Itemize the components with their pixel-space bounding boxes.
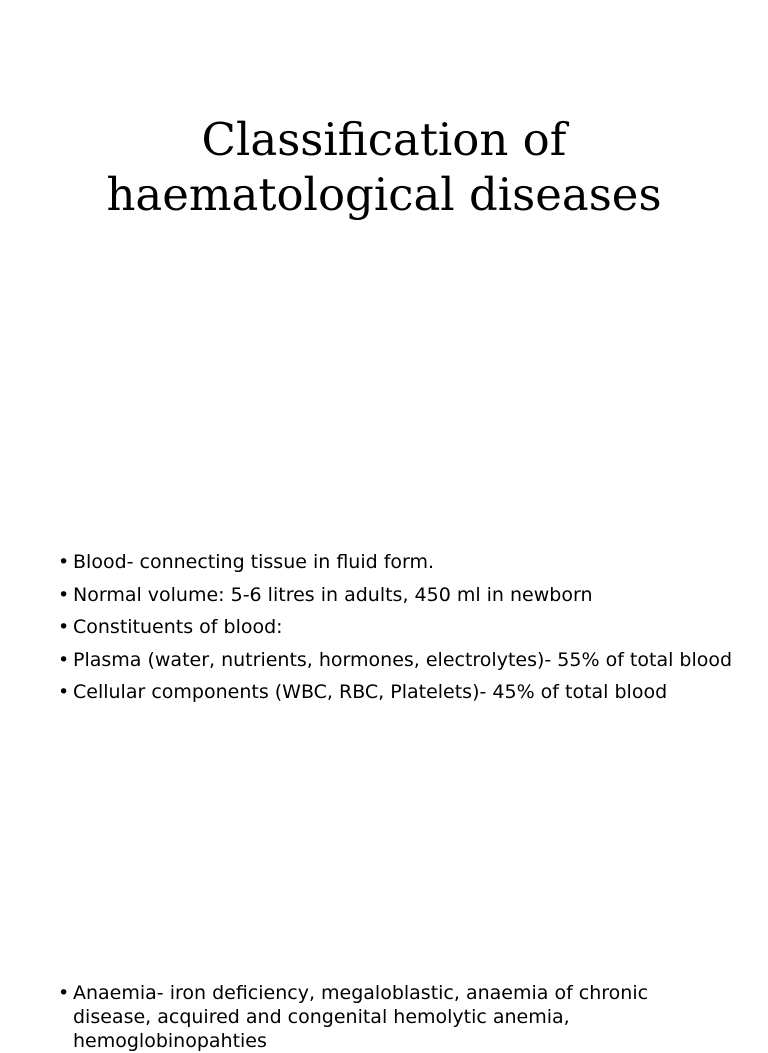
bullet-item xyxy=(58,644,732,677)
slide-title xyxy=(0,112,768,222)
title-slide xyxy=(0,0,768,520)
bullet-item xyxy=(58,546,732,579)
bullet-text: Cellular components (WBC, RBC, Platelets)- 45% of total blood xyxy=(73,681,668,703)
content-slide-diseases xyxy=(0,960,768,1052)
bullet-item xyxy=(58,676,732,709)
bullet-text: Constituents of blood: xyxy=(73,616,283,638)
bullet-list xyxy=(58,546,732,709)
title-line: Classification of xyxy=(201,113,567,166)
bullet-item xyxy=(58,579,732,612)
title-line: haematological diseases xyxy=(106,168,662,221)
bullet-text: Normal volume: 5-6 litres in adults, 450 ml in newborn xyxy=(73,583,593,606)
bullet-icon: • xyxy=(58,616,70,638)
bullet-item xyxy=(58,981,732,1053)
bullet-icon: • xyxy=(58,982,70,1004)
bullet-text: Anaemia- iron deficiency, megaloblastic, anaemia of chronic disease, acquired and congenital hemolytic anemia, hemoglobinopahties xyxy=(73,982,649,1052)
bullet-item xyxy=(58,611,732,644)
bullet-list xyxy=(58,981,732,1053)
bullet-icon: • xyxy=(58,648,70,671)
bullet-text: Plasma (water, nutrients, hormones, electrolytes)- 55% of total blood xyxy=(73,648,733,671)
bullet-icon: • xyxy=(58,681,70,703)
bullet-icon: • xyxy=(58,583,70,606)
bullet-icon: • xyxy=(58,551,70,573)
bullet-text: Blood- connecting tissue in fluid form. xyxy=(73,551,435,573)
content-slide-blood xyxy=(0,520,768,960)
